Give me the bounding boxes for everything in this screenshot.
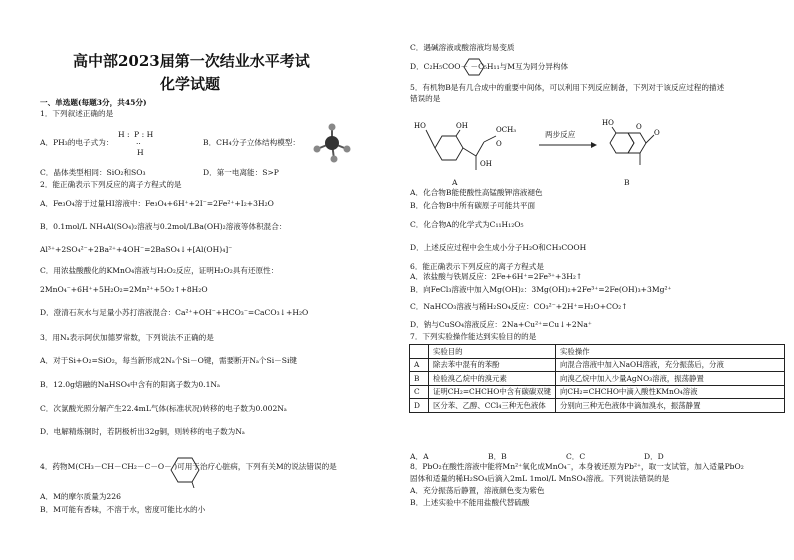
q5-option-a: A．化合物B能使酸性高锰酸钾溶液褪色 <box>410 188 543 197</box>
q7-choice-d: D．D <box>644 452 664 461</box>
table-cell: A <box>410 358 429 372</box>
q7-choice-b: B．B <box>488 452 507 461</box>
reaction-arrow-label: 两步反应 <box>545 130 576 139</box>
q2-stem: 2．能正确表示下列反应的离子方程式的是 <box>40 180 182 189</box>
q5-option-d: D．上述反应过程中会生成小分子H₂O和CH₃COOH <box>410 243 587 252</box>
q5-option-b: B．化合物B中所有碳原子可能共平面 <box>410 201 536 210</box>
q4-option-d: D．C₂H₅COO－ －C₅H₁₁与M互为同分异构体 <box>410 62 569 71</box>
q8-stem: 8．PbO₂在酸性溶液中能将Mn²⁺氧化成MnO₄⁻，本身被还原为Pb²⁺，取一支试管，加入适量PbO₂ <box>410 462 744 471</box>
svg-text:OH: OH <box>480 160 492 168</box>
q5-stem-cont: 错误的是 <box>410 94 441 103</box>
svg-text:HO: HO <box>414 122 426 130</box>
lewis-atom-p: P <box>134 130 140 139</box>
q7-experiment-table <box>409 344 785 413</box>
q2-option-d: D．澄清石灰水与足量小苏打溶液混合：Ca²⁺+OH⁻+HCO₃⁻=CaCO₃↓+H₂O <box>40 308 309 317</box>
table-cell: 向CH₂=CHCHO中滴入酸性KMnO₄溶液 <box>556 385 785 399</box>
q4-option-c: C．遇碱溶液或酸溶液均易变质 <box>410 43 515 52</box>
table-cell: 除去苯中混有的苯酚 <box>429 358 556 372</box>
q6-stem: 6．能正确表示下列反应的离子方程式是 <box>410 262 544 271</box>
compound-a-structure <box>412 112 532 182</box>
q6-option-d: D．钠与CuSO₄溶液反应：2Na+Cu²⁺=Cu↓+2Na⁺ <box>410 320 592 329</box>
table-row <box>410 399 785 413</box>
q6-option-c: C．NaHCO₃溶液与稀H₂SO₄反应：CO₃²⁻+2H⁺=H₂O+CO₂↑ <box>410 302 628 311</box>
q1-option-d: D．第一电离能：S>P <box>203 168 279 177</box>
table-header-cell: 实验目的 <box>429 345 556 359</box>
table-cell: D <box>410 399 429 413</box>
svg-text:OCH₃: OCH₃ <box>496 126 517 134</box>
q2-option-c: C．用浓盐酸酸化的KMnO₄溶液与H₂O₂反应，证明H₂O₂具有还原性： <box>40 266 279 275</box>
q6-option-b: B．向FeCl₃溶液中加入Mg(OH)₂：3Mg(OH)₂+2Fe³⁺=2Fe(OH)₃+3Mg²⁺ <box>410 285 672 294</box>
q1-stem: 1．下列叙述正确的是 <box>40 109 114 118</box>
lewis-atom-h: H <box>118 130 125 139</box>
svg-text:O: O <box>636 123 642 131</box>
q8-stem-cont: 固体和适量的稀H₂SO₄后滴入2mL 1mol/L MnSO₄溶液。下列说法错误的是 <box>410 474 670 483</box>
q3-option-d: D．电解精炼铜时，若阴极析出32g铜，则转移的电子数为Nₐ <box>40 427 245 436</box>
table-cell: 向混合溶液中加入NaOH溶液，充分振荡后，分液 <box>556 358 785 372</box>
q4-option-b: B．M可能有香味，不溶于水，密度可能比水的小 <box>40 505 206 514</box>
q2-option-b-equation: Al³⁺+2SO₄²⁻+2Ba²⁺+4OH⁻=2BaSO₄↓+[Al(OH)₄]⁻ <box>40 245 233 254</box>
q2-option-c-equation: 2MnO₄⁻+6H⁺+5H₂O₂=2Mn²⁺+5O₂↑+8H₂O <box>40 285 208 294</box>
compound-b-label: B <box>624 178 630 187</box>
table-cell: 证明CH₂=CHCHO中含有碳碳双键 <box>429 385 556 399</box>
q7-choice-c: C．C <box>566 452 586 461</box>
table-cell: 向溴乙烷中加入少量AgNO₃溶液，振荡静置 <box>556 372 785 386</box>
q3-option-c: C．次氯酸光照分解产生22.4mL气体(标准状况)转移的电子数为0.002Nₐ <box>40 404 287 413</box>
table-row <box>410 385 785 399</box>
q4-stem: 4．药物M(CH₃－CH－CH₂－C－O－ )可用于治疗心脏病，下列有关M的说法错误的是 <box>40 462 337 471</box>
q4-option-a: A．M的摩尔质量为226 <box>40 492 121 501</box>
q5-stem: 5．有机物B是有几合成中的重要中间体，可以利用下列反应制备，下列对于该反应过程的描述 <box>410 83 725 92</box>
table-row <box>410 372 785 386</box>
table-cell: 检验溴乙烷中的溴元素 <box>429 372 556 386</box>
q7-stem: 7．下列实验操作能达到实验目的的是 <box>410 332 537 341</box>
q7-choices <box>410 451 722 462</box>
q6-option-a: A．浓盐酸与铁屑反应：2Fe+6H⁺=2Fe³⁺+3H₂↑ <box>410 272 583 281</box>
q1-option-a: A．PH₃的电子式为： <box>40 138 114 147</box>
exam-subtitle: 化学试题 <box>160 75 221 93</box>
q3-option-b: B．12.0g熔融的NaHSO₄中含有的阳离子数为0.1Nₐ <box>40 380 220 389</box>
exam-title: 高中部2023届第一次结业水平考试 <box>73 52 310 70</box>
lewis-atom-h: H <box>146 130 154 139</box>
svg-text:HO: HO <box>602 119 614 127</box>
cyclohexane-ring-icon <box>463 57 485 77</box>
q1-option-b: B．CH₄分子立体结构模型： <box>203 138 300 147</box>
q3-option-a: A．对于Si+O₂=SiO₂，每当新形成2Nₐ个Si－O键，需要断开Nₐ个Si－Si键 <box>40 356 297 365</box>
ph3-lewis-structure: H : P : H ·· H <box>118 130 154 157</box>
table-cell: C <box>410 385 429 399</box>
q7-choice-a: A．A <box>410 452 429 461</box>
table-header-row <box>410 345 785 359</box>
table-cell: 分别向三种无色液体中滴加溴水，振荡静置 <box>556 399 785 413</box>
svg-text:O: O <box>496 140 502 148</box>
table-cell: B <box>410 372 429 386</box>
svg-text:OH: OH <box>456 122 468 130</box>
reaction-arrow-icon <box>537 140 597 150</box>
table-header-cell <box>410 345 429 359</box>
lewis-atom-h: H <box>137 148 144 157</box>
q5-option-c: C．化合物A的化学式为C₁₁H₁₂O₅ <box>410 220 524 229</box>
q1-option-c: C．晶体类型相同：SiO₂和SO₃ <box>40 168 146 177</box>
compound-b-structure <box>602 115 682 175</box>
cyclohexyl-ring-icon <box>168 452 204 488</box>
table-row <box>410 358 785 372</box>
q8-option-b: B．上述实验中不能用盐酸代替硫酸 <box>410 498 530 507</box>
q2-option-a: A．Fe₃O₄溶于过量HI溶液中：Fe₃O₄+6H⁺+2I⁻=2Fe²⁺+I₂+3H₂O <box>40 199 274 208</box>
q2-option-b: B．0.1mol/L NH₄Al(SO₄)₂溶液与0.2mol/LBa(OH)₂溶液等体积混合： <box>40 222 287 231</box>
svg-text:O: O <box>654 129 660 137</box>
q3-stem: 3．用Nₐ表示阿伏加德罗常数，下列说法不正确的是 <box>40 333 214 342</box>
ch4-ball-model-icon <box>312 123 352 163</box>
section-heading: 一、单选题(每题3分，共45分) <box>40 98 147 107</box>
q8-option-a: A．充分振荡后静置，溶液颜色变为紫色 <box>410 486 545 495</box>
table-header-cell: 实验操作 <box>556 345 785 359</box>
compound-a-label: A <box>452 178 458 187</box>
table-cell: 区分苯、乙醇、CCl₄三种无色液体 <box>429 399 556 413</box>
